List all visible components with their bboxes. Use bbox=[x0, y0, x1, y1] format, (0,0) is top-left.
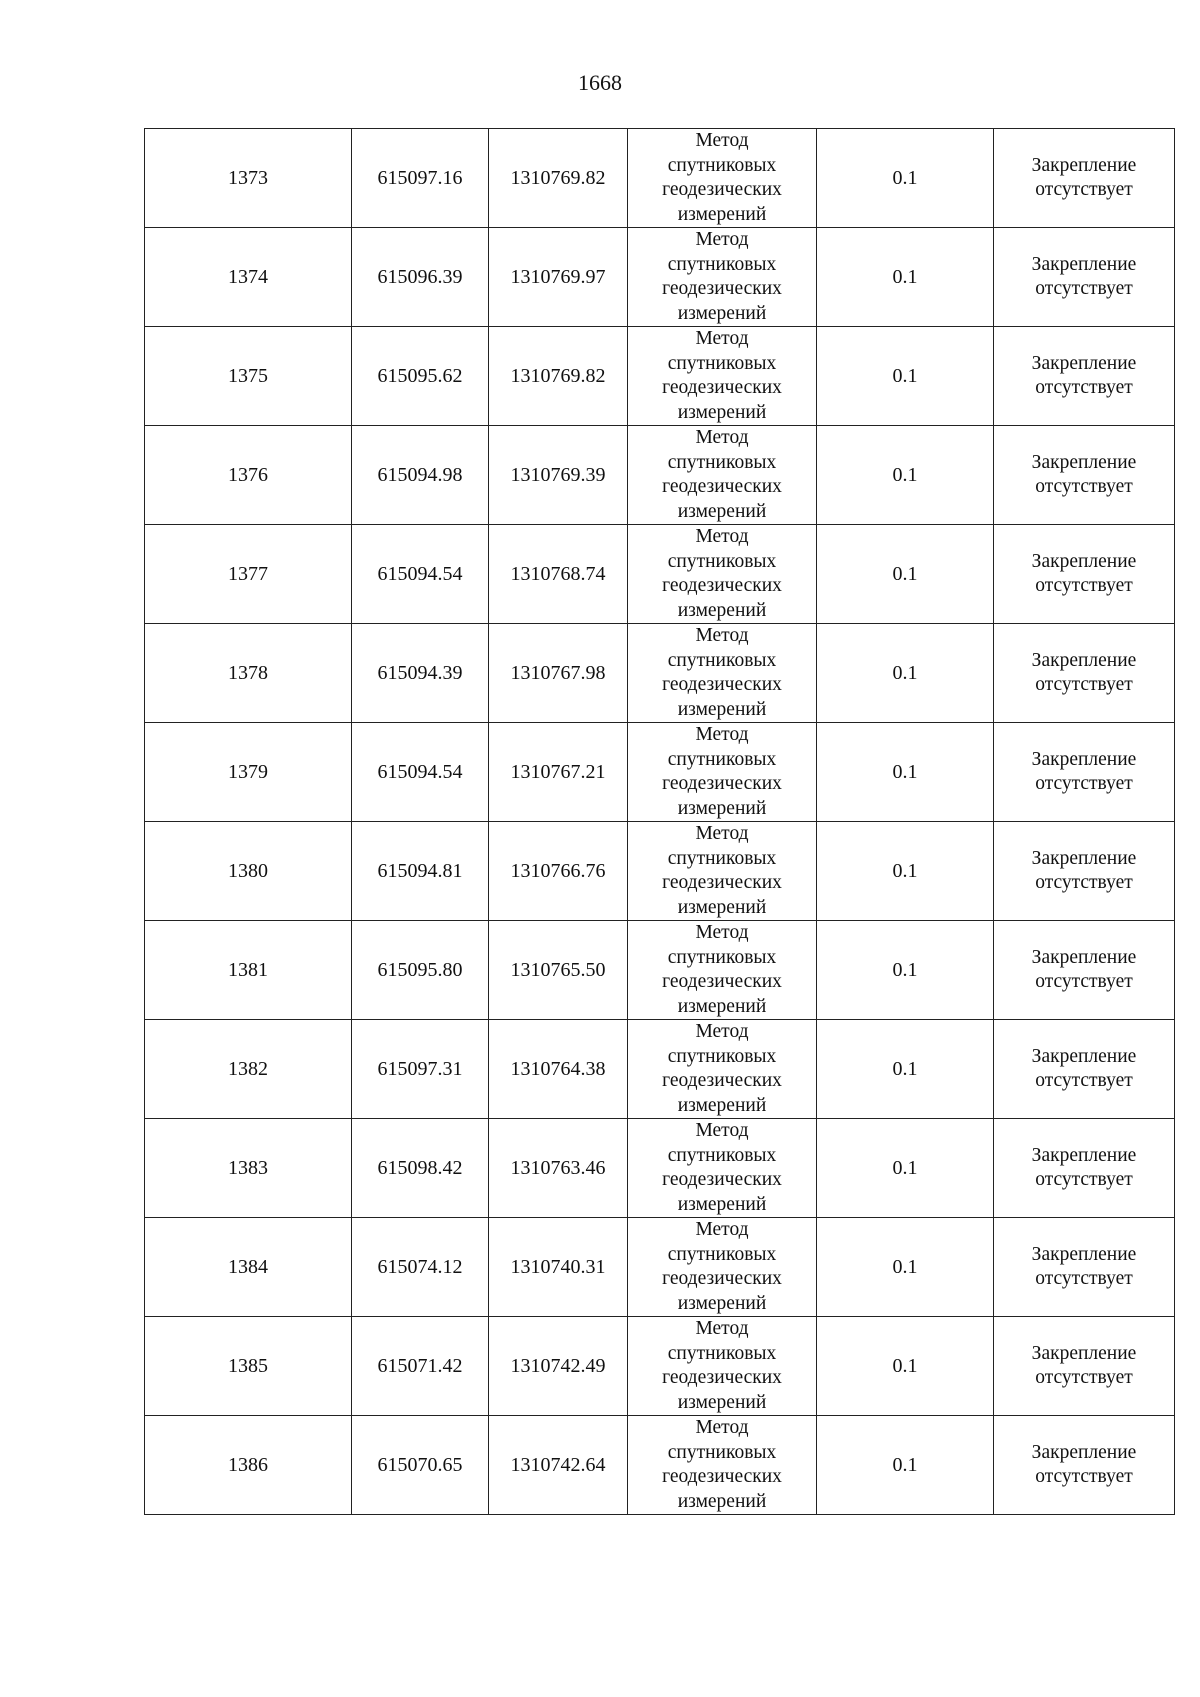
x-coordinate-cell-text: 615097.31 bbox=[377, 1058, 463, 1080]
method-cell-text: Метод спутниковых геодезических измерений bbox=[662, 427, 782, 522]
table-row bbox=[145, 228, 1175, 327]
accuracy-cell bbox=[817, 723, 994, 822]
y-coordinate-cell bbox=[489, 228, 628, 327]
fixing-cell bbox=[994, 525, 1175, 624]
accuracy-cell-text: 0.1 bbox=[892, 1454, 918, 1476]
x-coordinate-cell bbox=[352, 1317, 489, 1416]
table-row bbox=[145, 426, 1175, 525]
method-cell bbox=[628, 624, 817, 723]
y-coordinate-cell-text: 1310768.74 bbox=[510, 563, 606, 585]
method-cell-text: Метод спутниковых геодезических измерений bbox=[662, 1219, 782, 1314]
method-cell-text: Метод спутниковых геодезических измерений bbox=[662, 724, 782, 819]
method-cell-text: Метод спутниковых геодезических измерений bbox=[662, 823, 782, 918]
fixing-cell bbox=[994, 327, 1175, 426]
table-row bbox=[145, 624, 1175, 723]
y-coordinate-cell-text: 1310769.82 bbox=[510, 365, 606, 387]
accuracy-cell bbox=[817, 921, 994, 1020]
x-coordinate-cell-text: 615074.12 bbox=[377, 1256, 463, 1278]
method-cell-text: Метод спутниковых геодезических измерений bbox=[662, 1120, 782, 1215]
point-number-cell-text: 1385 bbox=[228, 1355, 268, 1377]
point-number-cell-text: 1379 bbox=[228, 761, 268, 783]
y-coordinate-cell-text: 1310763.46 bbox=[510, 1157, 606, 1179]
x-coordinate-cell bbox=[352, 525, 489, 624]
fixing-cell-text: Закрепление отсутствует bbox=[1031, 947, 1137, 992]
fixing-cell bbox=[994, 1416, 1175, 1515]
table-row bbox=[145, 525, 1175, 624]
x-coordinate-cell bbox=[352, 129, 489, 228]
point-number-cell-text: 1381 bbox=[228, 959, 268, 981]
fixing-cell bbox=[994, 723, 1175, 822]
point-number-cell-text: 1378 bbox=[228, 662, 268, 684]
fixing-cell bbox=[994, 624, 1175, 723]
method-cell-text: Метод спутниковых геодезических измерений bbox=[662, 1417, 782, 1512]
fixing-cell-text: Закрепление отсутствует bbox=[1031, 650, 1137, 695]
point-number-cell-text: 1380 bbox=[228, 860, 268, 882]
fixing-cell-text: Закрепление отсутствует bbox=[1031, 551, 1137, 596]
fixing-cell-text: Закрепление отсутствует bbox=[1031, 749, 1137, 794]
table-row bbox=[145, 921, 1175, 1020]
method-cell bbox=[628, 1119, 817, 1218]
accuracy-cell bbox=[817, 1317, 994, 1416]
y-coordinate-cell bbox=[489, 1020, 628, 1119]
x-coordinate-cell-text: 615096.39 bbox=[377, 266, 463, 288]
accuracy-cell-text: 0.1 bbox=[892, 662, 918, 684]
point-number-cell bbox=[145, 525, 352, 624]
x-coordinate-cell bbox=[352, 624, 489, 723]
y-coordinate-cell-text: 1310765.50 bbox=[510, 959, 606, 981]
accuracy-cell-text: 0.1 bbox=[892, 1157, 918, 1179]
accuracy-cell-text: 0.1 bbox=[892, 761, 918, 783]
y-coordinate-cell bbox=[489, 921, 628, 1020]
accuracy-cell-text: 0.1 bbox=[892, 860, 918, 882]
fixing-cell-text: Закрепление отсутствует bbox=[1031, 1244, 1137, 1289]
point-number-cell bbox=[145, 129, 352, 228]
accuracy-cell bbox=[817, 525, 994, 624]
accuracy-cell bbox=[817, 1416, 994, 1515]
x-coordinate-cell bbox=[352, 921, 489, 1020]
y-coordinate-cell-text: 1310740.31 bbox=[510, 1256, 606, 1278]
fixing-cell-text: Закрепление отсутствует bbox=[1031, 155, 1137, 200]
y-coordinate-cell bbox=[489, 525, 628, 624]
accuracy-cell bbox=[817, 327, 994, 426]
method-cell bbox=[628, 723, 817, 822]
table-row bbox=[145, 1119, 1175, 1218]
x-coordinate-cell-text: 615094.54 bbox=[377, 761, 463, 783]
y-coordinate-cell-text: 1310764.38 bbox=[510, 1058, 606, 1080]
point-number-cell bbox=[145, 1317, 352, 1416]
method-cell-text: Метод спутниковых геодезических измерений bbox=[662, 1021, 782, 1116]
fixing-cell-text: Закрепление отсутствует bbox=[1031, 1343, 1137, 1388]
method-cell-text: Метод спутниковых геодезических измерений bbox=[662, 625, 782, 720]
fixing-cell-text: Закрепление отсутствует bbox=[1031, 1145, 1137, 1190]
y-coordinate-cell bbox=[489, 1218, 628, 1317]
fixing-cell-text: Закрепление отсутствует bbox=[1031, 254, 1137, 299]
x-coordinate-cell bbox=[352, 822, 489, 921]
y-coordinate-cell-text: 1310769.97 bbox=[510, 266, 606, 288]
table-row bbox=[145, 327, 1175, 426]
x-coordinate-cell-text: 615094.54 bbox=[377, 563, 463, 585]
y-coordinate-cell bbox=[489, 822, 628, 921]
point-number-cell bbox=[145, 426, 352, 525]
point-number-cell bbox=[145, 1020, 352, 1119]
method-cell bbox=[628, 228, 817, 327]
point-number-cell bbox=[145, 1119, 352, 1218]
y-coordinate-cell-text: 1310769.39 bbox=[510, 464, 606, 486]
x-coordinate-cell bbox=[352, 1020, 489, 1119]
y-coordinate-cell-text: 1310766.76 bbox=[510, 860, 606, 882]
fixing-cell bbox=[994, 822, 1175, 921]
fixing-cell bbox=[994, 1119, 1175, 1218]
fixing-cell bbox=[994, 1317, 1175, 1416]
fixing-cell bbox=[994, 228, 1175, 327]
point-number-cell-text: 1376 bbox=[228, 464, 268, 486]
point-number-cell-text: 1375 bbox=[228, 365, 268, 387]
x-coordinate-cell-text: 615095.80 bbox=[377, 959, 463, 981]
accuracy-cell-text: 0.1 bbox=[892, 1256, 918, 1278]
method-cell-text: Метод спутниковых геодезических измерений bbox=[662, 1318, 782, 1413]
fixing-cell bbox=[994, 426, 1175, 525]
y-coordinate-cell bbox=[489, 624, 628, 723]
accuracy-cell-text: 0.1 bbox=[892, 365, 918, 387]
table-body bbox=[145, 129, 1175, 1515]
fixing-cell bbox=[994, 1218, 1175, 1317]
table-row bbox=[145, 723, 1175, 822]
fixing-cell bbox=[994, 129, 1175, 228]
method-cell-text: Метод спутниковых геодезических измерений bbox=[662, 922, 782, 1017]
point-number-cell bbox=[145, 228, 352, 327]
accuracy-cell-text: 0.1 bbox=[892, 563, 918, 585]
x-coordinate-cell bbox=[352, 426, 489, 525]
table-row bbox=[145, 129, 1175, 228]
accuracy-cell bbox=[817, 624, 994, 723]
y-coordinate-cell bbox=[489, 129, 628, 228]
method-cell-text: Метод спутниковых геодезических измерений bbox=[662, 328, 782, 423]
x-coordinate-cell-text: 615094.39 bbox=[377, 662, 463, 684]
method-cell bbox=[628, 1020, 817, 1119]
fixing-cell-text: Закрепление отсутствует bbox=[1031, 848, 1137, 893]
fixing-cell bbox=[994, 921, 1175, 1020]
accuracy-cell-text: 0.1 bbox=[892, 1058, 918, 1080]
y-coordinate-cell-text: 1310767.98 bbox=[510, 662, 606, 684]
method-cell bbox=[628, 525, 817, 624]
y-coordinate-cell bbox=[489, 327, 628, 426]
x-coordinate-cell-text: 615095.62 bbox=[377, 365, 463, 387]
point-number-cell-text: 1373 bbox=[228, 167, 268, 189]
point-number-cell bbox=[145, 1416, 352, 1515]
accuracy-cell-text: 0.1 bbox=[892, 1355, 918, 1377]
fixing-cell bbox=[994, 1020, 1175, 1119]
method-cell bbox=[628, 1317, 817, 1416]
accuracy-cell bbox=[817, 1218, 994, 1317]
accuracy-cell-text: 0.1 bbox=[892, 464, 918, 486]
x-coordinate-cell bbox=[352, 1218, 489, 1317]
y-coordinate-cell bbox=[489, 1416, 628, 1515]
point-number-cell-text: 1386 bbox=[228, 1454, 268, 1476]
table-row bbox=[145, 1020, 1175, 1119]
x-coordinate-cell-text: 615070.65 bbox=[377, 1454, 463, 1476]
y-coordinate-cell-text: 1310769.82 bbox=[510, 167, 606, 189]
method-cell bbox=[628, 921, 817, 1020]
method-cell bbox=[628, 1416, 817, 1515]
method-cell-text: Метод спутниковых геодезических измерений bbox=[662, 229, 782, 324]
point-number-cell bbox=[145, 624, 352, 723]
point-number-cell bbox=[145, 921, 352, 1020]
x-coordinate-cell bbox=[352, 723, 489, 822]
point-number-cell bbox=[145, 822, 352, 921]
y-coordinate-cell-text: 1310742.64 bbox=[510, 1454, 606, 1476]
coordinates-table bbox=[144, 128, 1175, 1515]
point-number-cell-text: 1384 bbox=[228, 1256, 268, 1278]
method-cell bbox=[628, 1218, 817, 1317]
point-number-cell-text: 1383 bbox=[228, 1157, 268, 1179]
page-number: 1668 bbox=[578, 70, 622, 95]
y-coordinate-cell bbox=[489, 1119, 628, 1218]
point-number-cell bbox=[145, 723, 352, 822]
y-coordinate-cell bbox=[489, 426, 628, 525]
point-number-cell bbox=[145, 1218, 352, 1317]
method-cell-text: Метод спутниковых геодезических измерений bbox=[662, 130, 782, 225]
method-cell bbox=[628, 426, 817, 525]
x-coordinate-cell bbox=[352, 1119, 489, 1218]
point-number-cell-text: 1382 bbox=[228, 1058, 268, 1080]
method-cell bbox=[628, 129, 817, 228]
accuracy-cell-text: 0.1 bbox=[892, 266, 918, 288]
accuracy-cell bbox=[817, 129, 994, 228]
accuracy-cell bbox=[817, 228, 994, 327]
fixing-cell-text: Закрепление отсутствует bbox=[1031, 1442, 1137, 1487]
accuracy-cell bbox=[817, 1119, 994, 1218]
fixing-cell-text: Закрепление отсутствует bbox=[1031, 1046, 1137, 1091]
accuracy-cell-text: 0.1 bbox=[892, 167, 918, 189]
x-coordinate-cell-text: 615098.42 bbox=[377, 1157, 463, 1179]
accuracy-cell bbox=[817, 822, 994, 921]
table-row bbox=[145, 822, 1175, 921]
x-coordinate-cell bbox=[352, 1416, 489, 1515]
point-number-cell bbox=[145, 327, 352, 426]
accuracy-cell bbox=[817, 1020, 994, 1119]
table-row bbox=[145, 1218, 1175, 1317]
y-coordinate-cell-text: 1310742.49 bbox=[510, 1355, 606, 1377]
point-number-cell-text: 1377 bbox=[228, 563, 268, 585]
x-coordinate-cell-text: 615097.16 bbox=[377, 167, 463, 189]
method-cell bbox=[628, 327, 817, 426]
x-coordinate-cell-text: 615094.81 bbox=[377, 860, 463, 882]
method-cell-text: Метод спутниковых геодезических измерений bbox=[662, 526, 782, 621]
accuracy-cell-text: 0.1 bbox=[892, 959, 918, 981]
fixing-cell-text: Закрепление отсутствует bbox=[1031, 452, 1137, 497]
fixing-cell-text: Закрепление отсутствует bbox=[1031, 353, 1137, 398]
point-number-cell-text: 1374 bbox=[228, 266, 268, 288]
accuracy-cell bbox=[817, 426, 994, 525]
table-row bbox=[145, 1416, 1175, 1515]
x-coordinate-cell bbox=[352, 327, 489, 426]
y-coordinate-cell bbox=[489, 1317, 628, 1416]
x-coordinate-cell-text: 615071.42 bbox=[377, 1355, 463, 1377]
y-coordinate-cell-text: 1310767.21 bbox=[510, 761, 606, 783]
table-row bbox=[145, 1317, 1175, 1416]
x-coordinate-cell bbox=[352, 228, 489, 327]
x-coordinate-cell-text: 615094.98 bbox=[377, 464, 463, 486]
y-coordinate-cell bbox=[489, 723, 628, 822]
method-cell bbox=[628, 822, 817, 921]
